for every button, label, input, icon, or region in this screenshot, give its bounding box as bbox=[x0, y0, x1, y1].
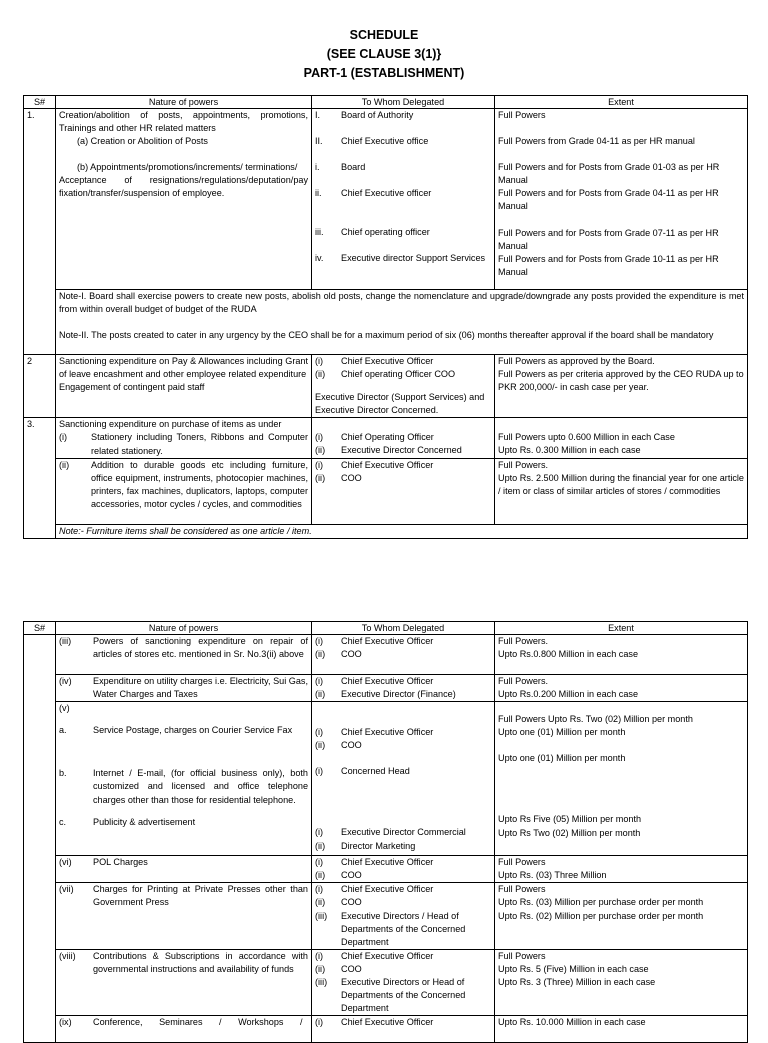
deleg-item bbox=[315, 459, 491, 472]
extent-text: Full Powers as approved by the Board. bbox=[498, 356, 655, 366]
deleg-item bbox=[315, 840, 491, 853]
sub-item bbox=[59, 635, 308, 661]
deleg-num: (i) bbox=[315, 827, 324, 838]
extent-text: Upto Rs.0.200 Million in each case bbox=[498, 689, 639, 700]
extent-text: Full Powers from Grade 04-11 as per HR manual bbox=[498, 136, 695, 147]
deleg-item bbox=[315, 765, 491, 778]
col-extent: Extent bbox=[495, 622, 748, 635]
row-extent bbox=[495, 109, 748, 290]
table-row bbox=[24, 675, 748, 702]
deleg-num: (i) bbox=[315, 636, 324, 646]
deleg-text: Chief Executive officer bbox=[341, 188, 432, 199]
deleg-num: (ii) bbox=[315, 649, 326, 660]
table-row bbox=[24, 702, 748, 856]
row-nature bbox=[56, 109, 312, 290]
extent-text: Upto Rs Two (02) Million per month bbox=[498, 827, 641, 838]
nature-text: Sanctioning expenditure on Pay & Allowances including Grant of leave encashment and other employee related expenditure bbox=[59, 356, 308, 380]
table-row bbox=[24, 458, 748, 524]
sub-num: (vi) bbox=[59, 857, 72, 868]
deleg-item bbox=[315, 431, 491, 444]
delegation-table-1 bbox=[23, 95, 748, 539]
row-delegated bbox=[312, 418, 495, 458]
deleg-text: Executive Director Concerned bbox=[341, 445, 462, 456]
sub-num: a. bbox=[59, 725, 67, 736]
deleg-text: Chief Executive Officer bbox=[341, 459, 434, 470]
extent-text: Upto one (01) Million per month bbox=[498, 753, 626, 764]
note-cell bbox=[56, 290, 748, 355]
deleg-num: (i) bbox=[315, 1017, 324, 1028]
extent-text: Full Powers. bbox=[498, 459, 549, 470]
deleg-item bbox=[315, 883, 491, 896]
deleg-num: (i) bbox=[315, 950, 324, 961]
deleg-item bbox=[315, 355, 491, 368]
row-nature bbox=[56, 635, 312, 675]
furniture-note: Note:- Furniture items shall be considered as one article / item. bbox=[56, 524, 748, 538]
sub-text: Addition to durable goods etc including furniture, office equipment, instruments, photocopier machines, printers, fax machines, duplicators, laptops, computer accessories, motor cycles / cycles, and commodities bbox=[91, 459, 308, 509]
deleg-item bbox=[315, 444, 491, 457]
col-nature: Nature of powers bbox=[56, 96, 312, 109]
extent-text: Upto Rs. (03) Million per purchase order per month bbox=[498, 897, 704, 908]
deleg-text: Executive Directors or Head of Departments of the Concerned Department bbox=[341, 977, 466, 1014]
row-delegated bbox=[312, 883, 495, 949]
nature-c: Acceptance of resignations/regulations/deputation/pay fixation/transfer/suspension of employee. bbox=[59, 175, 308, 199]
schedule-title: SCHEDULE bbox=[349, 28, 419, 42]
deleg-num: (i) bbox=[315, 356, 324, 366]
nature-b: (b) Appointments/promotions/increments/ terminations/ bbox=[77, 162, 298, 173]
row-extent bbox=[495, 949, 748, 1015]
sub-text: Publicity & advertisement bbox=[93, 816, 196, 827]
deleg-num: (ii) bbox=[315, 689, 326, 700]
deleg-text: Chief operating officer bbox=[341, 227, 430, 238]
row-sno bbox=[24, 1016, 56, 1043]
deleg-item bbox=[315, 896, 491, 909]
deleg-num: (ii) bbox=[315, 445, 326, 456]
sub-item bbox=[59, 816, 308, 829]
extent-text: Full Powers bbox=[498, 857, 546, 868]
extent-text: Full Powers as per criteria approved by the CEO RUDA up to PKR 200,000/- in cash case per year. bbox=[498, 369, 744, 393]
row-nature bbox=[56, 675, 312, 702]
deleg-text: Chief Executive Officer bbox=[341, 857, 434, 868]
sub-num: c. bbox=[59, 816, 67, 827]
note-1: Note-I. Board shall exercise powers to create new posts, abolish old posts, change the nomenclature and upgrade/downgrade any posts provided the expenditure is met from within overall budget of budget of the RUDA bbox=[59, 291, 744, 315]
row-nature bbox=[56, 883, 312, 949]
deleg-num: iii. bbox=[315, 227, 324, 238]
row-extent bbox=[495, 635, 748, 675]
row-extent bbox=[495, 675, 748, 702]
extent-text: Upto Rs. 10.000 Million in each case bbox=[498, 1017, 646, 1028]
extent-text: Full Powers and for Posts from Grade 04-11 as per HR Manual bbox=[498, 188, 719, 212]
deleg-item bbox=[315, 826, 491, 839]
deleg-num: (ii) bbox=[315, 870, 326, 881]
deleg-text: COO bbox=[341, 472, 362, 483]
schedule-clause: (SEE CLAUSE 3(1)} bbox=[326, 47, 442, 61]
nature-text: Creation/abolition of posts, appointments, promotions, Trainings and other HR related matters bbox=[59, 110, 308, 134]
sub-text: Stationery including Toners, Ribbons and Computer related stationery. bbox=[91, 432, 308, 456]
deleg-num: (ii) bbox=[315, 472, 326, 483]
deleg-text: Chief Executive Officer bbox=[341, 356, 434, 366]
sub-num: (v) bbox=[59, 703, 70, 714]
row-extent bbox=[495, 702, 748, 856]
sub-text: POL Charges bbox=[93, 857, 148, 868]
sub-text: Charges for Printing at Private Presses other than Government Press bbox=[93, 884, 308, 908]
deleg-num: (ii) bbox=[315, 740, 326, 751]
deleg-num: (ii) bbox=[315, 369, 326, 380]
row-nature bbox=[56, 856, 312, 883]
row-sno bbox=[24, 883, 56, 949]
row-sno bbox=[24, 675, 56, 702]
row-sno bbox=[24, 635, 56, 675]
deleg-item bbox=[315, 635, 491, 648]
row-nature bbox=[56, 355, 312, 418]
sub-num: (ix) bbox=[59, 1017, 72, 1028]
deleg-item bbox=[315, 226, 491, 239]
deleg-item bbox=[315, 187, 491, 200]
row-sno bbox=[24, 702, 56, 856]
row-extent bbox=[495, 418, 748, 458]
deleg-text: Director Marketing bbox=[341, 840, 416, 851]
deleg-item bbox=[315, 109, 491, 122]
deleg-num: (ii) bbox=[315, 963, 326, 974]
sub-text: Service Postage, charges on Courier Service Fax bbox=[93, 725, 293, 736]
extent-text: Full Powers bbox=[498, 884, 546, 895]
deleg-num: (ii) bbox=[315, 897, 326, 908]
row-sno bbox=[24, 949, 56, 1015]
table-header-row bbox=[24, 96, 748, 109]
extent-text: Upto Rs.0.800 Million in each case bbox=[498, 649, 639, 660]
extent-text: Full Powers and for Posts from Grade 10-11 as per HR Manual bbox=[498, 253, 719, 277]
row-nature bbox=[56, 418, 312, 458]
sub-text: Conference, Seminares / Workshops / bbox=[93, 1017, 303, 1028]
sub-item bbox=[59, 459, 308, 511]
deleg-num: ii. bbox=[315, 188, 322, 199]
sub-num: (i) bbox=[59, 432, 68, 443]
table-row bbox=[24, 856, 748, 883]
deleg-num: (iii) bbox=[315, 977, 328, 988]
row-extent bbox=[495, 883, 748, 949]
deleg-text: COO bbox=[341, 649, 362, 660]
sub-num: (viii) bbox=[59, 950, 76, 961]
sub-num: (iv) bbox=[59, 676, 72, 686]
row-extent bbox=[495, 458, 748, 524]
schedule-part: PART-1 (ESTABLISHMENT) bbox=[303, 66, 465, 80]
extent-text: Upto Rs. 0.300 Million in each case bbox=[498, 445, 641, 456]
row-delegated bbox=[312, 635, 495, 675]
table-row bbox=[24, 949, 748, 1015]
deleg-text: Chief operating Officer COO bbox=[341, 369, 456, 380]
table-row bbox=[24, 355, 748, 418]
deleg-item bbox=[315, 950, 491, 963]
table-row bbox=[24, 883, 748, 949]
row-delegated bbox=[312, 355, 495, 418]
deleg-item bbox=[315, 976, 491, 1015]
note-2: Note-II. The posts created to cater in any urgency by the CEO shall be for a maximum period of six (06) months thereafter approval if the board shall be mandatory bbox=[59, 330, 714, 341]
sub-item bbox=[59, 431, 308, 457]
nature-a: (a) Creation or Abolition of Posts bbox=[77, 136, 208, 147]
deleg-num: I. bbox=[315, 110, 321, 120]
sub-num: b. bbox=[59, 768, 67, 779]
deleg-text: Chief Executive Officer bbox=[341, 950, 434, 961]
row-delegated bbox=[312, 458, 495, 524]
col-sno: S# bbox=[24, 96, 56, 109]
extent-text: Full Powers. bbox=[498, 676, 549, 686]
sub-text: Internet / E-mail, (for official business only), both customized and licensed and office telephone charges other than those for residential telephone. bbox=[93, 768, 308, 805]
deleg-text: Board of Authority bbox=[341, 110, 414, 120]
row-delegated bbox=[312, 1016, 495, 1043]
nature-text: Sanctioning expenditure on purchase of items as under bbox=[59, 419, 282, 430]
extent-text: Upto Rs. (02) Million per purchase order per month bbox=[498, 910, 704, 921]
sub-item bbox=[59, 767, 308, 806]
row-sno bbox=[24, 856, 56, 883]
deleg-num: (i) bbox=[315, 727, 324, 738]
deleg-item bbox=[315, 1016, 491, 1029]
extent-text: Upto Rs Five (05) Million per month bbox=[498, 814, 642, 825]
deleg-item bbox=[315, 135, 491, 148]
deleg-item bbox=[315, 688, 491, 701]
extent-text: Full Powers Upto Rs. Two (02) Million per month bbox=[498, 714, 693, 725]
col-nature: Nature of powers bbox=[56, 622, 312, 635]
extent-text: Full Powers. bbox=[498, 636, 549, 646]
deleg-item bbox=[315, 739, 491, 752]
deleg-text: Board bbox=[341, 162, 366, 173]
deleg-text: Executive Directors / Head of Departments of the Concerned Department bbox=[341, 910, 466, 947]
table-row bbox=[24, 418, 748, 458]
deleg-num: i. bbox=[315, 162, 320, 173]
deleg-text: Chief Executive office bbox=[341, 136, 429, 147]
row-extent bbox=[495, 355, 748, 418]
row-delegated bbox=[312, 675, 495, 702]
table-header-row bbox=[24, 622, 748, 635]
deleg-text: Executive Director Commercial bbox=[341, 827, 466, 838]
row-delegated bbox=[312, 702, 495, 856]
deleg-text: Executive director Support Services bbox=[341, 253, 486, 264]
deleg-item bbox=[315, 856, 491, 869]
deleg-text: Chief Executive Officer bbox=[341, 884, 434, 895]
deleg-item bbox=[315, 910, 491, 949]
deleg-item bbox=[315, 252, 491, 265]
deleg-text: COO bbox=[341, 870, 362, 881]
deleg-item bbox=[315, 675, 491, 688]
table-row bbox=[24, 109, 748, 290]
note-row bbox=[24, 290, 748, 355]
deleg-num: (i) bbox=[315, 432, 324, 443]
deleg-item bbox=[315, 368, 491, 381]
sub-text: Powers of sanctioning expenditure on repair of articles of stores etc. mentioned in Sr. No.3(ii) above bbox=[93, 636, 308, 660]
deleg-text: Chief Executive Officer bbox=[341, 727, 434, 738]
deleg-text: COO bbox=[341, 740, 362, 751]
table-row bbox=[24, 1016, 748, 1043]
col-delegated: To Whom Delegated bbox=[312, 622, 495, 635]
extent-text: Full Powers and for Posts from Grade 07-11 as per HR Manual bbox=[498, 227, 719, 251]
sub-item bbox=[59, 950, 308, 976]
col-sno: S# bbox=[24, 622, 56, 635]
row-nature bbox=[56, 702, 312, 856]
deleg-text: Executive Director (Support Services) and Executive Director Concerned. bbox=[315, 392, 485, 416]
row-sno: 2 bbox=[24, 355, 56, 418]
row-sno: 3. bbox=[24, 418, 56, 538]
sub-num: (vii) bbox=[59, 884, 74, 895]
extent-text: Upto Rs. 2.500 Million during the financial year for one article / item or class of similar articles of stores / commodities bbox=[498, 472, 744, 496]
sub-num: (iii) bbox=[59, 636, 72, 646]
deleg-item bbox=[315, 726, 491, 739]
sub-item bbox=[59, 883, 308, 909]
row-delegated bbox=[312, 949, 495, 1015]
sub-text: Expenditure on utility charges i.e. Electricity, Sui Gas, Water Charges and Taxes bbox=[93, 676, 308, 700]
extent-text: Upto Rs. (03) Three Million bbox=[498, 870, 607, 881]
deleg-text: Executive Director (Finance) bbox=[341, 689, 456, 700]
sub-item bbox=[59, 675, 308, 701]
table-row bbox=[24, 635, 748, 675]
extent-text: Upto Rs. 5 (Five) Million in each case bbox=[498, 963, 649, 974]
deleg-item bbox=[315, 648, 491, 661]
deleg-num: (i) bbox=[315, 857, 324, 868]
row-nature bbox=[56, 949, 312, 1015]
nature-text: Engagement of contingent paid staff bbox=[59, 382, 205, 393]
extent-text: Full Powers upto 0.600 Million in each Case bbox=[498, 432, 675, 443]
deleg-item bbox=[315, 472, 491, 485]
deleg-text: Concerned Head bbox=[341, 766, 410, 777]
deleg-item bbox=[315, 869, 491, 882]
deleg-text: Chief Executive Officer bbox=[341, 636, 434, 646]
deleg-text: COO bbox=[341, 963, 362, 974]
sub-item bbox=[59, 724, 308, 737]
deleg-text: Chief Executive Officer bbox=[341, 1017, 434, 1028]
row-extent bbox=[495, 1016, 748, 1043]
note-row bbox=[24, 524, 748, 538]
deleg-num: (i) bbox=[315, 766, 324, 777]
row-nature bbox=[56, 1016, 312, 1043]
sub-item bbox=[59, 856, 308, 869]
deleg-num: iv. bbox=[315, 253, 324, 264]
deleg-num: (i) bbox=[315, 459, 324, 470]
extent-text: Full Powers bbox=[498, 110, 546, 120]
row-extent bbox=[495, 856, 748, 883]
row-nature bbox=[56, 458, 312, 524]
extent-text: Full Powers and for Posts from Grade 01-03 as per HR Manual bbox=[498, 162, 720, 186]
sub-text: Contributions & Subscriptions in accordance with governmental instructions and availability of funds bbox=[93, 950, 308, 974]
deleg-item bbox=[315, 963, 491, 976]
row-sno: 1. bbox=[24, 109, 56, 355]
deleg-text: Chief Operating Officer bbox=[341, 432, 434, 443]
extent-text: Upto Rs. 3 (Three) Million in each case bbox=[498, 977, 656, 988]
row-delegated bbox=[312, 856, 495, 883]
deleg-num: (ii) bbox=[315, 840, 326, 851]
extent-text: Full Powers bbox=[498, 950, 546, 961]
deleg-text: COO bbox=[341, 897, 362, 908]
col-delegated: To Whom Delegated bbox=[312, 96, 495, 109]
col-extent: Extent bbox=[495, 96, 748, 109]
deleg-num: II. bbox=[315, 136, 323, 147]
sub-item bbox=[59, 1016, 308, 1029]
sub-num: (ii) bbox=[59, 459, 70, 470]
deleg-num: (iii) bbox=[315, 910, 328, 921]
delegation-table-2 bbox=[23, 621, 748, 1043]
row-delegated bbox=[312, 109, 495, 290]
deleg-num: (i) bbox=[315, 676, 324, 686]
deleg-num: (i) bbox=[315, 884, 324, 895]
extent-text: Upto one (01) Million per month bbox=[498, 727, 626, 738]
deleg-text: Chief Executive Officer bbox=[341, 676, 434, 686]
deleg-item bbox=[315, 161, 491, 174]
